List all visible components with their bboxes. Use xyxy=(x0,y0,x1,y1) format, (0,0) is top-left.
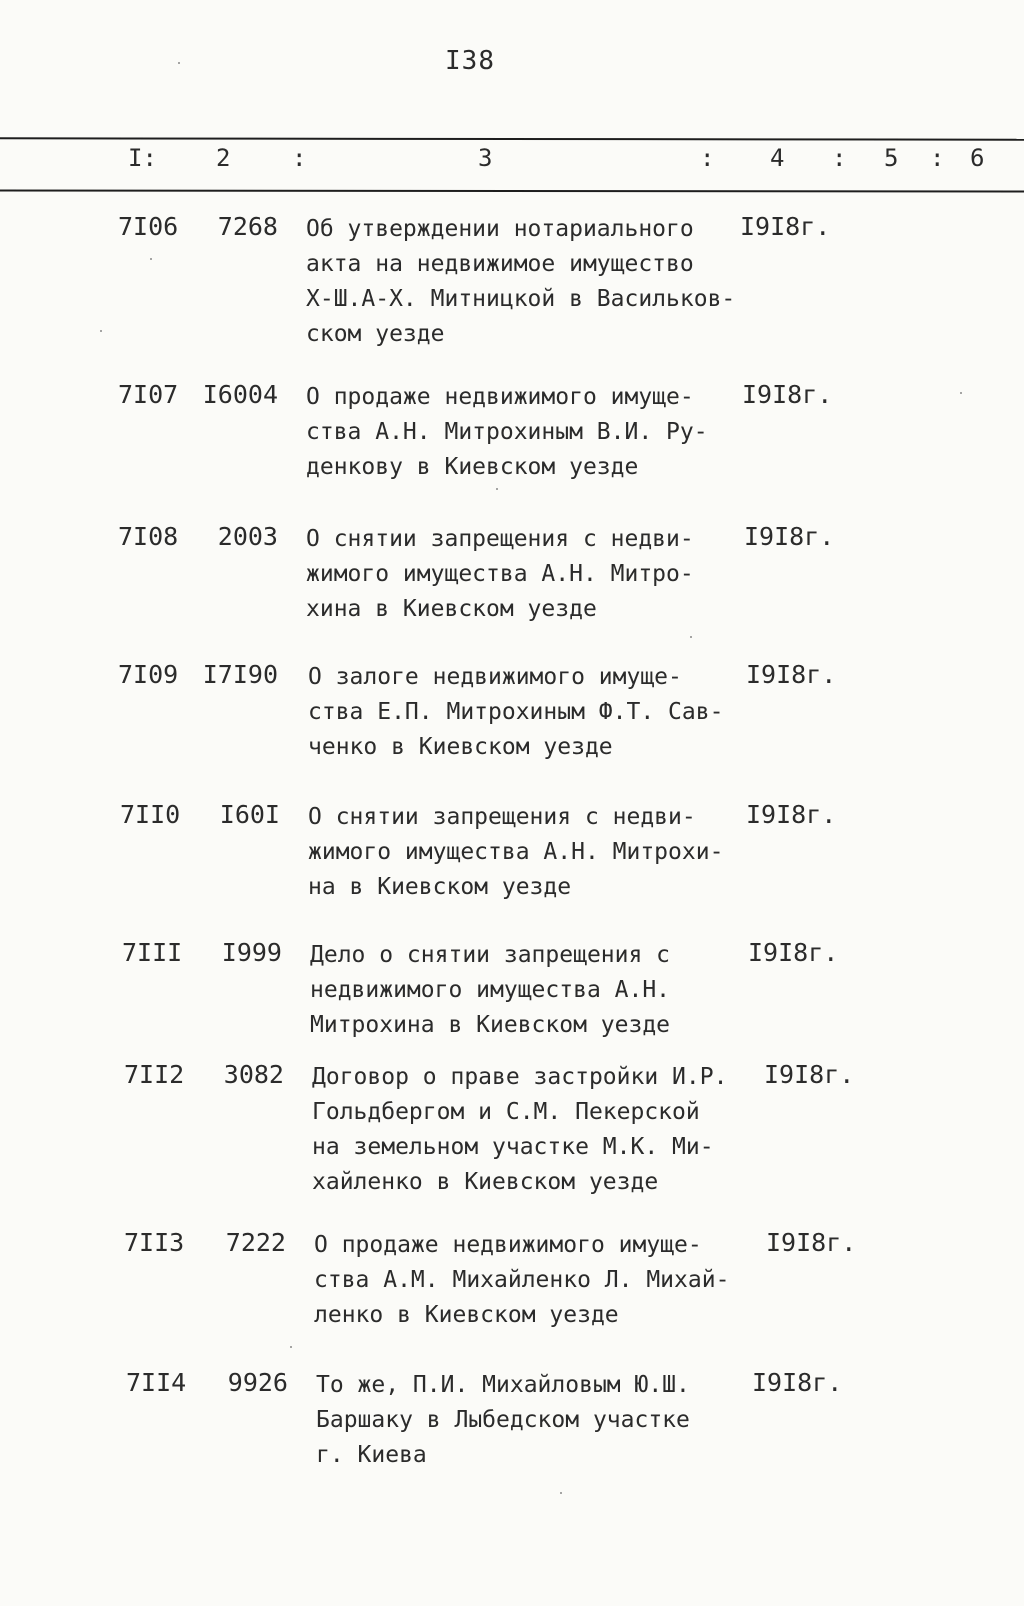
header-top-rule xyxy=(0,137,1024,140)
record-title xyxy=(316,1368,756,1473)
record-year: I9I8г. xyxy=(752,1368,843,1397)
record-code: I60I xyxy=(219,800,280,829)
record-code: I7I90 xyxy=(202,660,278,689)
header-bottom-rule xyxy=(0,190,1024,193)
record-code: 3082 xyxy=(223,1060,284,1089)
record-number: 7II2 xyxy=(124,1060,185,1089)
record-title-line: г. Киева xyxy=(316,1442,427,1468)
record-number: 7I06 xyxy=(118,212,179,241)
column-header-1: I: xyxy=(128,144,157,172)
record-year: I9I8г. xyxy=(746,660,837,689)
scan-speck xyxy=(690,636,692,638)
record-title-line: Гольдбергом и С.М. Пекерской xyxy=(312,1099,700,1125)
scan-speck xyxy=(560,1492,562,1494)
record-number: 7II3 xyxy=(124,1228,185,1257)
record-title-line: ства Е.П. Митрохиным Ф.Т. Сав- xyxy=(308,699,724,725)
record-title-line: О снятии запрещения с недви- xyxy=(306,526,694,552)
column-separator: : xyxy=(700,144,715,172)
record-title-line: акта на недвижимое имущество xyxy=(306,251,694,277)
record-number: 7I08 xyxy=(118,522,179,551)
record-title-line: денкову в Киевском уезде xyxy=(306,454,639,480)
record-year: I9I8г. xyxy=(742,380,833,409)
record-title xyxy=(306,522,746,627)
record-title xyxy=(308,660,748,765)
record-title xyxy=(314,1228,754,1333)
column-header-2: 2 xyxy=(216,144,231,172)
record-code: I6004 xyxy=(202,380,278,409)
scan-speck xyxy=(290,1346,292,1348)
record-year: I9I8г. xyxy=(748,938,839,967)
record-year: I9I8г. xyxy=(746,800,837,829)
record-title-line: хайленко в Киевском уезде xyxy=(312,1169,659,1195)
record-title-line: недвижимого имущества А.Н. xyxy=(310,977,671,1003)
column-separator: : xyxy=(832,144,847,172)
column-separator: : xyxy=(930,144,945,172)
column-separator: : xyxy=(292,144,307,172)
record-title-line: жимого имущества А.Н. Митрохи- xyxy=(308,839,724,865)
record-code: 7268 xyxy=(217,212,278,241)
record-title-line: на земельном участке М.К. Ми- xyxy=(312,1134,714,1160)
record-number: 7II0 xyxy=(120,800,181,829)
scan-speck xyxy=(960,392,962,394)
scan-speck xyxy=(100,330,102,332)
record-title xyxy=(310,938,750,1043)
record-code: I999 xyxy=(221,938,282,967)
page-number: I38 xyxy=(445,46,495,76)
record-number: 7I07 xyxy=(118,380,179,409)
record-title-line: хина в Киевском уезде xyxy=(306,596,597,622)
record-title-line: ства А.М. Михайленко Л. Михай- xyxy=(314,1267,730,1293)
record-title-line: Х-Ш.А-Х. Митницкой в Васильков- xyxy=(306,286,736,312)
record-title-line: ленко в Киевском уезде xyxy=(314,1302,619,1328)
record-title-line: О снятии запрещения с недви- xyxy=(308,804,696,830)
record-title xyxy=(306,212,746,352)
column-header-3: 3 xyxy=(478,144,493,172)
record-title-line: Баршаку в Лыбедском участке xyxy=(316,1407,690,1433)
record-title-line: Договор о праве застройки И.Р. xyxy=(312,1064,728,1090)
record-title xyxy=(306,380,746,485)
record-title-line: Дело о снятии запрещения с xyxy=(310,942,671,968)
record-title-line: ченко в Киевском уезде xyxy=(308,734,613,760)
record-code: 7222 xyxy=(225,1228,286,1257)
record-title-line: О продаже недвижимого имуще- xyxy=(306,384,694,410)
record-year: I9I8г. xyxy=(766,1228,857,1257)
record-title-line: Митрохина в Киевском уезде xyxy=(310,1012,671,1038)
record-title-line: О залоге недвижимого имуще- xyxy=(308,664,682,690)
record-year: I9I8г. xyxy=(764,1060,855,1089)
record-year: I9I8г. xyxy=(740,212,831,241)
record-number: 7III xyxy=(122,938,183,967)
record-title-line: Об утверждении нотариального xyxy=(306,216,694,242)
column-header-4: 4 xyxy=(770,144,785,172)
record-number: 7I09 xyxy=(118,660,179,689)
record-title xyxy=(308,800,748,905)
record-title-line: То же, П.И. Михайловым Ю.Ш. xyxy=(316,1372,690,1398)
record-title xyxy=(312,1060,752,1200)
record-title-line: на в Киевском уезде xyxy=(308,874,572,900)
record-title-line: жимого имущества А.Н. Митро- xyxy=(306,561,694,587)
column-header-5: 5 xyxy=(884,144,899,172)
record-code: 9926 xyxy=(227,1368,288,1397)
record-title-line: ском уезде xyxy=(306,321,445,347)
record-code: 2003 xyxy=(217,522,278,551)
record-number: 7II4 xyxy=(126,1368,187,1397)
record-title-line: О продаже недвижимого имуще- xyxy=(314,1232,702,1258)
column-header-6: 6 xyxy=(970,144,985,172)
scan-speck xyxy=(150,258,152,260)
record-year: I9I8г. xyxy=(744,522,835,551)
record-title-line: ства А.Н. Митрохиным В.И. Ру- xyxy=(306,419,708,445)
scan-speck xyxy=(178,62,180,64)
scan-speck xyxy=(496,488,498,490)
